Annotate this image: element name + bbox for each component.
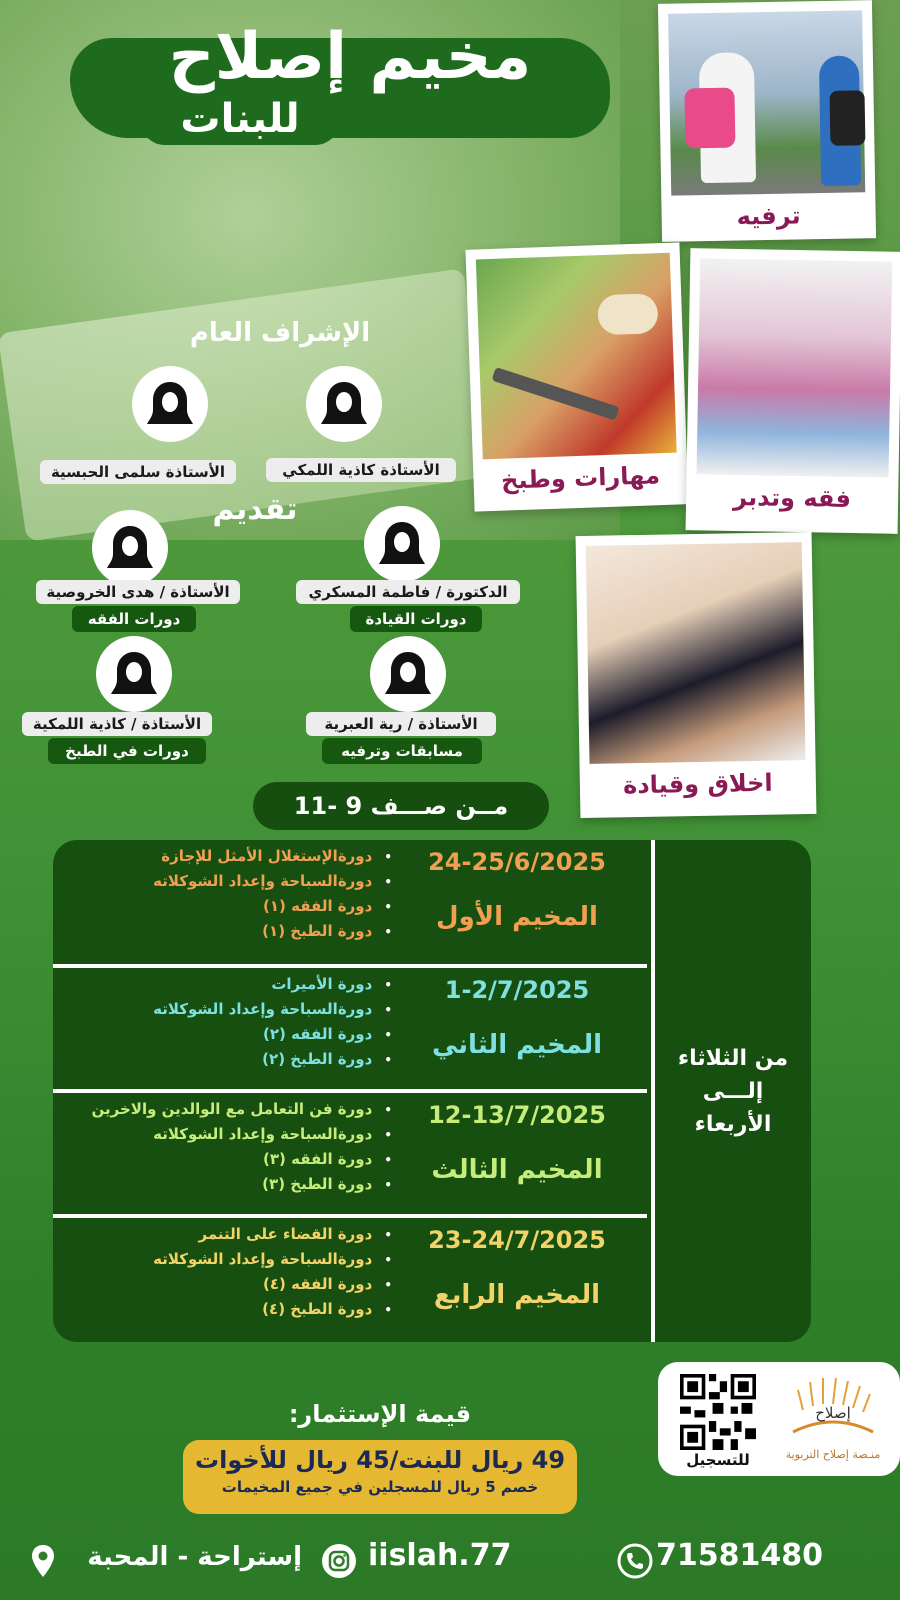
presenter-name: الأستاذة / رية العبرية	[306, 712, 496, 736]
grade-range: مــن صـــف 9 -11	[253, 782, 549, 830]
camp-date: 12-13/7/2025	[428, 1101, 606, 1129]
presenter-course: دورات في الطبخ	[48, 738, 206, 764]
photo-card-fiqh	[686, 248, 900, 534]
camp-course: • دورة الطبخ (٢)	[53, 1047, 392, 1072]
registration-card	[658, 1362, 900, 1476]
camp-course: • دورةالسباحة وإعداد الشوكلاته	[53, 869, 392, 894]
avatar-icon	[364, 506, 440, 582]
avatar-icon	[306, 366, 382, 442]
camp-course: • دورة الطبخ (١)	[53, 919, 392, 944]
camp-row	[53, 1218, 647, 1342]
avatar-icon	[132, 366, 208, 442]
schedule-table	[53, 840, 811, 1342]
photo-clapping	[586, 542, 806, 764]
presenter-name: الأستاذة / هدى الخروصية	[36, 580, 240, 604]
photo-card-fun	[658, 0, 876, 242]
photo-classroom	[697, 258, 893, 477]
camp-course: • دورةالسباحة وإعداد الشوكلاته	[53, 997, 392, 1022]
photo-card-cooking	[465, 242, 688, 511]
camp-row	[53, 968, 647, 1093]
camp-course: • دورة الأميرات	[53, 972, 392, 997]
days-to: إلـــى	[702, 1078, 764, 1104]
presenter-course: دورات الفقه	[72, 606, 196, 632]
photo-vegetables	[476, 253, 677, 460]
camp-course: • دورةالسباحة وإعداد الشوكلاته	[53, 1122, 392, 1147]
qr-code-icon[interactable]	[678, 1374, 758, 1450]
instagram-handle[interactable]: iislah.77	[368, 1538, 512, 1573]
camp-course: • دورةالسباحة وإعداد الشوكلاته	[53, 1247, 392, 1272]
presenters-heading: تقديم	[212, 492, 298, 527]
price-box	[183, 1440, 577, 1514]
logo-title: إصلاح	[815, 1404, 851, 1422]
photo-girls-walking	[668, 10, 865, 195]
camp-course-list	[53, 1222, 392, 1322]
photo-caption-cooking: مهارات وطبخ	[500, 461, 661, 495]
camp-row	[53, 1093, 647, 1218]
camp-course: • دورة الفقه (١)	[53, 894, 392, 919]
camp-course: • دورة الفقه (٤)	[53, 1272, 392, 1297]
presenter-course: مسابقات وترفيه	[322, 738, 482, 764]
price-main: 49 ريال للبنت/45 ريال للأخوات	[194, 1446, 566, 1474]
avatar-icon	[92, 510, 168, 586]
supervisor-name: الأستاذة سلمى الحبسية	[40, 460, 236, 484]
camp-course: • دورة فن التعامل مع الوالدين والاخرين	[53, 1097, 392, 1122]
presenter-name: الأستاذة / كاذية اللمكية	[22, 712, 212, 736]
avatar-icon	[370, 636, 446, 712]
camp-course: • دورة القضاء على التنمر	[53, 1222, 392, 1247]
photo-caption-fun: ترفيه	[736, 201, 801, 231]
camp-course-list	[53, 844, 392, 944]
camp-course: • دورة الطبخ (٣)	[53, 1172, 392, 1197]
photo-caption-leadership: اخلاق وقيادة	[622, 768, 773, 800]
days-column	[651, 840, 811, 1342]
supervisor-name: الأستاذة كاذية اللمكي	[266, 458, 456, 482]
qr-label: للتسجيل	[686, 1451, 750, 1469]
camp-date: 23-24/7/2025	[428, 1226, 606, 1254]
supervision-heading: الإشراف العام	[189, 318, 371, 348]
days-end: الأربعاء	[694, 1111, 772, 1137]
camp-course: • دورة الفقه (٣)	[53, 1147, 392, 1172]
camp-course: • دورةالإستغلال الأمثل للإجازة	[53, 844, 392, 869]
camp-row	[53, 840, 647, 968]
photo-card-leadership	[576, 532, 817, 818]
camp-name: المخيم الثاني	[431, 1030, 602, 1060]
price-label: قيمة الإستثمار:	[288, 1400, 472, 1428]
days-from: من الثلاثاء	[677, 1045, 789, 1071]
camp-course-list	[53, 972, 392, 1072]
price-discount: خصم 5 ريال للمسجلين في جميع المخيمات	[221, 1478, 539, 1496]
camp-course: • دورة الطبخ (٤)	[53, 1297, 392, 1322]
avatar-icon	[96, 636, 172, 712]
phone-number[interactable]: 71581480	[656, 1538, 823, 1573]
instagram-icon[interactable]	[320, 1542, 358, 1580]
presenter-name: الدكتورة / فاطمة المسكري	[296, 580, 520, 604]
camp-name: المخيم الأول	[436, 902, 598, 932]
photo-caption-fiqh: فقه وتدبر	[733, 482, 852, 514]
phone-icon[interactable]	[616, 1542, 654, 1580]
camp-date: 24-25/6/2025	[428, 848, 606, 876]
location-pin-icon	[24, 1542, 62, 1580]
camp-course: • دورة الفقه (٢)	[53, 1022, 392, 1047]
camp-name: المخيم الرابع	[433, 1280, 601, 1310]
page-title: مخيم إصلاح	[168, 20, 532, 94]
camp-name: المخيم الثالث	[431, 1155, 603, 1185]
page-subtitle: للبنات	[140, 95, 340, 145]
camp-date: 1-2/7/2025	[444, 976, 590, 1004]
camp-course-list	[53, 1097, 392, 1197]
presenter-course: دورات القيادة	[350, 606, 482, 632]
location-text: إستراحة - المحبة	[87, 1542, 302, 1572]
logo-subtitle: منـصة إصلاح التربوية	[785, 1448, 881, 1461]
